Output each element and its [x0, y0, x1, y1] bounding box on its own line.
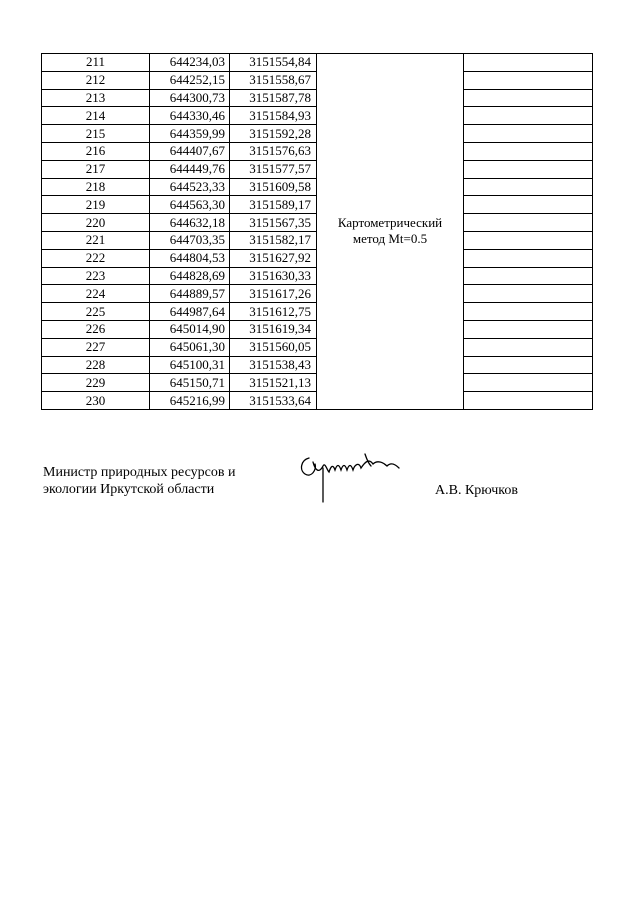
blank-cell — [464, 231, 593, 249]
x-coordinate: 644987,64 — [150, 303, 230, 321]
point-number: 211 — [42, 54, 150, 72]
y-coordinate: 3151609,58 — [230, 178, 317, 196]
blank-cell — [464, 392, 593, 410]
coordinates-table — [41, 53, 593, 410]
point-number: 212 — [42, 71, 150, 89]
x-coordinate: 644407,67 — [150, 142, 230, 160]
point-number: 223 — [42, 267, 150, 285]
y-coordinate: 3151560,05 — [230, 338, 317, 356]
y-coordinate: 3151533,64 — [230, 392, 317, 410]
blank-cell — [464, 142, 593, 160]
x-coordinate: 644300,73 — [150, 89, 230, 107]
x-coordinate: 644234,03 — [150, 54, 230, 72]
signer-name: А.В. Крючков — [435, 483, 518, 498]
x-coordinate: 644828,69 — [150, 267, 230, 285]
position-line-2: экологии Иркутской области — [43, 482, 215, 497]
point-number: 213 — [42, 89, 150, 107]
x-coordinate: 644703,35 — [150, 231, 230, 249]
blank-cell — [464, 303, 593, 321]
point-number: 220 — [42, 214, 150, 232]
method-cell — [317, 54, 464, 410]
position-line-1: Министр природных ресурсов и — [43, 465, 236, 480]
point-number: 225 — [42, 303, 150, 321]
y-coordinate: 3151630,33 — [230, 267, 317, 285]
method-line-1: Картометрический — [337, 215, 443, 231]
y-coordinate: 3151589,17 — [230, 196, 317, 214]
x-coordinate: 645061,30 — [150, 338, 230, 356]
point-number: 218 — [42, 178, 150, 196]
x-coordinate: 644449,76 — [150, 160, 230, 178]
blank-cell — [464, 374, 593, 392]
blank-cell — [464, 54, 593, 72]
x-coordinate: 644523,33 — [150, 178, 230, 196]
blank-cell — [464, 107, 593, 125]
point-number: 222 — [42, 249, 150, 267]
y-coordinate: 3151576,63 — [230, 142, 317, 160]
y-coordinate: 3151627,92 — [230, 249, 317, 267]
x-coordinate: 644632,18 — [150, 214, 230, 232]
blank-cell — [464, 196, 593, 214]
y-coordinate: 3151577,57 — [230, 160, 317, 178]
y-coordinate: 3151554,84 — [230, 54, 317, 72]
blank-cell — [464, 356, 593, 374]
blank-cell — [464, 267, 593, 285]
x-coordinate: 645100,31 — [150, 356, 230, 374]
y-coordinate: 3151612,75 — [230, 303, 317, 321]
y-coordinate: 3151521,13 — [230, 374, 317, 392]
handwritten-signature — [295, 450, 405, 510]
point-number: 228 — [42, 356, 150, 374]
x-coordinate: 645216,99 — [150, 392, 230, 410]
point-number: 217 — [42, 160, 150, 178]
blank-cell — [464, 89, 593, 107]
x-coordinate: 644804,53 — [150, 249, 230, 267]
x-coordinate: 645014,90 — [150, 320, 230, 338]
point-number: 224 — [42, 285, 150, 303]
y-coordinate: 3151617,26 — [230, 285, 317, 303]
blank-cell — [464, 214, 593, 232]
y-coordinate: 3151587,78 — [230, 89, 317, 107]
table-row — [42, 54, 593, 72]
blank-cell — [464, 249, 593, 267]
point-number: 214 — [42, 107, 150, 125]
blank-cell — [464, 125, 593, 143]
blank-cell — [464, 71, 593, 89]
point-number: 229 — [42, 374, 150, 392]
y-coordinate: 3151558,67 — [230, 71, 317, 89]
method-line-2: метод Mt=0.5 — [352, 231, 428, 247]
y-coordinate: 3151584,93 — [230, 107, 317, 125]
y-coordinate: 3151582,17 — [230, 231, 317, 249]
point-number: 219 — [42, 196, 150, 214]
x-coordinate: 644889,57 — [150, 285, 230, 303]
x-coordinate: 645150,71 — [150, 374, 230, 392]
blank-cell — [464, 285, 593, 303]
x-coordinate: 644359,99 — [150, 125, 230, 143]
y-coordinate: 3151592,28 — [230, 125, 317, 143]
y-coordinate: 3151619,34 — [230, 320, 317, 338]
point-number: 221 — [42, 231, 150, 249]
point-number: 226 — [42, 320, 150, 338]
point-number: 227 — [42, 338, 150, 356]
y-coordinate: 3151538,43 — [230, 356, 317, 374]
y-coordinate: 3151567,35 — [230, 214, 317, 232]
point-number: 215 — [42, 125, 150, 143]
blank-cell — [464, 160, 593, 178]
x-coordinate: 644563,30 — [150, 196, 230, 214]
blank-cell — [464, 178, 593, 196]
point-number: 216 — [42, 142, 150, 160]
x-coordinate: 644330,46 — [150, 107, 230, 125]
x-coordinate: 644252,15 — [150, 71, 230, 89]
blank-cell — [464, 338, 593, 356]
point-number: 230 — [42, 392, 150, 410]
signatory-position — [43, 464, 235, 498]
coordinates-table-body — [42, 54, 593, 410]
blank-cell — [464, 320, 593, 338]
